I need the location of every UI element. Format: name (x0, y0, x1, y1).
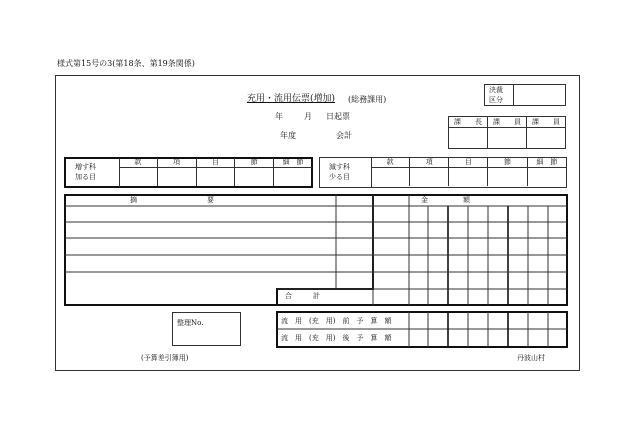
amount-header: 金 額 (421, 196, 470, 204)
decrease-cell-moku[interactable] (449, 167, 488, 186)
increase-label: 増す科 (75, 163, 96, 171)
decrease-label: 減す科 (329, 163, 350, 171)
budget-after-label: 流 用 (充 用) 後 予 算 額 (281, 334, 392, 342)
approval-stamp-2[interactable] (488, 128, 527, 149)
increase-col-setsu: 節 (235, 158, 274, 167)
approval-stamp-3[interactable] (527, 128, 566, 149)
increase-label-2: 加る目 (75, 173, 96, 181)
footer-issuer: 丹波山村 (517, 354, 545, 362)
approval-header-3: 課 員 (527, 117, 566, 128)
decrease-table (371, 158, 566, 186)
decrease-col-kou: 項 (410, 158, 449, 167)
decrease-col-saisetsu: 細 節 (527, 158, 566, 167)
approval-header-2: 課 員 (488, 117, 527, 128)
slip-title-note: (総務課用) (348, 95, 387, 104)
decrease-label-2: 少る目 (329, 173, 350, 181)
increase-col-kan: 款 (119, 158, 157, 167)
increase-cell-saisetsu[interactable] (274, 167, 312, 186)
decrease-cell-kan[interactable] (371, 167, 410, 186)
total-label: 合 計 (285, 292, 320, 300)
slip-title: 充用・流用伝票(増加) (247, 94, 336, 104)
decrease-col-setsu: 節 (488, 158, 527, 167)
increase-cell-kou[interactable] (157, 167, 196, 186)
account-label: 会計 (336, 131, 352, 140)
date-year: 年 (275, 112, 283, 121)
increase-col-saisetsu: 細 節 (274, 158, 312, 167)
fiscal-year: 年度 (280, 131, 296, 140)
date-month: 月 (304, 112, 312, 121)
date-start: 日起票 (326, 112, 350, 121)
increase-cell-kan[interactable] (119, 167, 157, 186)
summary-header: 摘 要 (130, 196, 214, 204)
decrease-cell-setsu[interactable] (488, 167, 527, 186)
reference-label: 整理No. (177, 319, 204, 327)
footer-usage: (予算差引簿用) (141, 354, 189, 362)
budget-before-label: 流 用 (充 用) 前 予 算 額 (281, 317, 392, 325)
decision-label-2: 区分 (489, 96, 503, 104)
approval-stamp-1[interactable] (449, 128, 488, 149)
form-number: 様式第15号の3(第18条、第19条関係) (57, 59, 195, 68)
reference-box[interactable] (172, 312, 241, 346)
decrease-cell-saisetsu[interactable] (527, 167, 566, 186)
decision-box (484, 84, 566, 106)
decision-label: 決裁 (489, 86, 503, 94)
approval-header-1: 課 長 (449, 117, 488, 128)
decrease-col-moku: 目 (449, 158, 488, 167)
increase-cell-moku[interactable] (196, 167, 235, 186)
increase-table (119, 158, 312, 186)
increase-cell-setsu[interactable] (235, 167, 274, 186)
increase-col-moku: 目 (196, 158, 235, 167)
decrease-cell-kou[interactable] (410, 167, 449, 186)
increase-col-kou: 項 (157, 158, 196, 167)
decrease-col-kan: 款 (371, 158, 410, 167)
approval-table (448, 116, 566, 149)
